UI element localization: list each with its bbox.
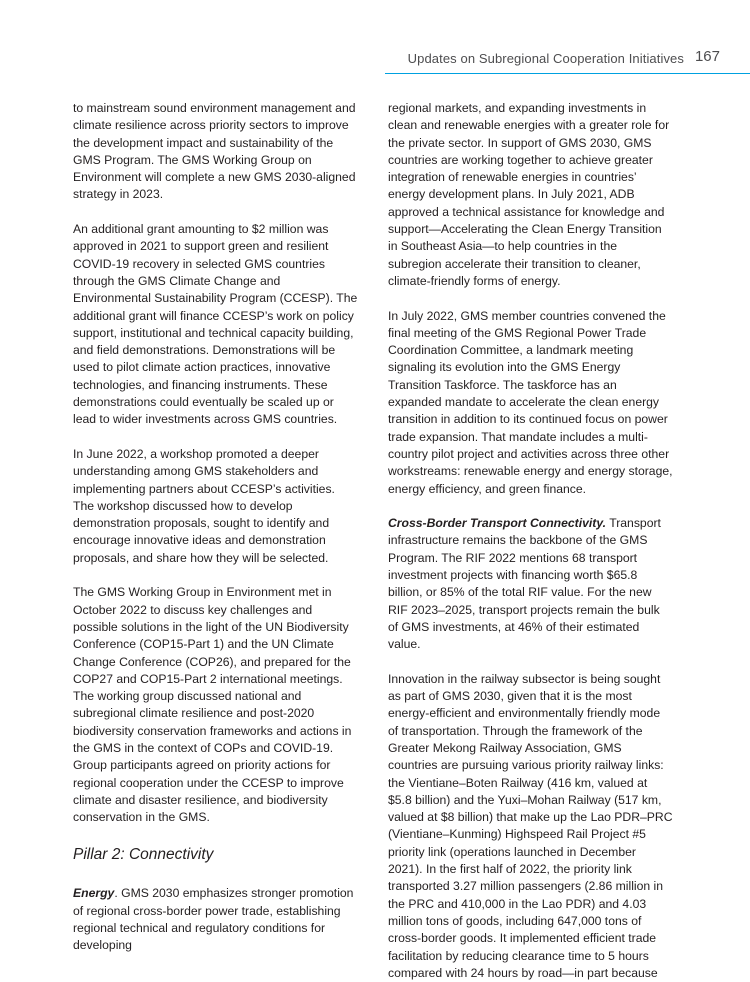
- paragraph: In July 2022, GMS member countries convened the final meeting of the GMS Regional Power Trade Coordination Committee, a landmark meeting signaling its evolution into the GMS Energy Transition Taskforce. The taskforce has an expanded mandate to accelerate the clean energy transition in addition to its continued focus on power trade expansion. That mandate includes a multi-country pilot project and activities across three other workstreams: renewable energy and energy storage, energy efficiency, and green finance.: [388, 308, 673, 496]
- paragraph: The GMS Working Group in Environment met in October 2022 to discuss key challenges and possible solutions in the light of the UN Biodiversity Conference (COP15-Part 1) and the UN Climate Change Conference (COP26), and prepared for the COP27 and COP15-Part 2 international meetings. The working group discussed national and subregional climate resilience and post-2020 biodiversity conservation frameworks and actions in the GMS in the context of COPs and COVID-19. Group participants agreed on priority actions for regional cooperation under the CCESP to improve climate and disaster resilience, and biodiversity conservation in the GMS.: [73, 585, 352, 825]
- paragraph-text: . GMS 2030 emphasizes stronger promotion of regional cross-border power trade, establishing regional technical and regulatory conditions for developing: [73, 886, 354, 953]
- left-column: [73, 100, 358, 955]
- section-heading: Pillar 2: Connectivity: [73, 846, 214, 864]
- paragraph: regional markets, and expanding investments in clean and renewable energies with a greater role for the private sector. In support of GMS 2030, GMS countries are working together to achieve greater integration of renewable energies in countries’ energy development plans. In July 2021, ADB approved a technical assistance for knowledge and support—Accelerating the Clean Energy Transition in Southeast Asia—to help countries in the subregion accelerate their transition to cleaner, climate-friendly forms of energy.: [388, 101, 670, 288]
- paragraph-lead: Energy: [73, 886, 115, 901]
- paragraph-transport: [388, 515, 673, 653]
- paragraph: to mainstream sound environment management and climate resilience across priority sectors to improve the development impact and sustainability of the GMS Program. The GMS Working Group on Environment will complete a new GMS 2030-aligned strategy in 2023.: [73, 101, 356, 202]
- paragraph-text: Transport infrastructure remains the backbone of the GMS Program. The RIF 2022 mentions 68 transport investment projects with financing worth $65.8 billion, or 85% of the total RIF value. For the new RIF 2023–2025, transport projects remain the bulk of GMS investments, at 46% of their estimated value.: [388, 516, 661, 652]
- paragraph-lead: Cross-Border Transport Connectivity.: [388, 516, 607, 531]
- running-header-title: Updates on Subregional Cooperation Initiatives: [407, 51, 684, 66]
- paragraph: Innovation in the railway subsector is being sought as part of GMS 2030, given that it is the most energy-efficient and environmentally friendly mode of transportation. Through the framework of the Greater Mekong Railway Association, GMS countries are pursuing various priority railway links: the Vientiane–Boten Railway (416 km, valued at $5.8 billion) and the Yuxi–Mohan Railway (517 km, valued at $8 billion) that make up the Lao PDR–PRC (Vientiane–Kunming) Highspeed Rail Project #5 priority link (operations launched in December 2021). In the first half of 2022, the priority link transported 3.27 million passengers (2.86 million in the PRC and 410,000 in the Lao PDR) and 4.03 million tons of goods, including 647,000 tons of cross-border goods. It implemented efficient trade facilitation by reducing clearance time to 5 hours compared with 24 hours by road—in part because: [388, 671, 673, 980]
- paragraph-energy: [73, 885, 358, 954]
- running-header: [0, 42, 750, 76]
- header-rule: [385, 73, 750, 74]
- paragraph: An additional grant amounting to $2 million was approved in 2021 to support green and resilient COVID-19 recovery in selected GMS countries through the GMS Climate Change and Environmental Sustainability Program (CCESP). The additional grant will finance CCESP’s work on policy support, institutional and technical capacity building, and field demonstrations. Demonstrations will be used to pilot climate action practices, innovative technologies, and financing instruments. These demonstrations could eventually be scaled up or lead to wider investments across GMS countries.: [73, 222, 358, 427]
- right-column: [388, 100, 673, 982]
- paragraph: In June 2022, a workshop promoted a deeper understanding among GMS stakeholders and implementing partners about CCESP’s activities. The workshop discussed how to develop demonstration proposals, sought to identify and encourage innovative ideas and demonstration proposals, and share how they will be selected.: [73, 446, 335, 565]
- page-number: 167: [694, 48, 720, 65]
